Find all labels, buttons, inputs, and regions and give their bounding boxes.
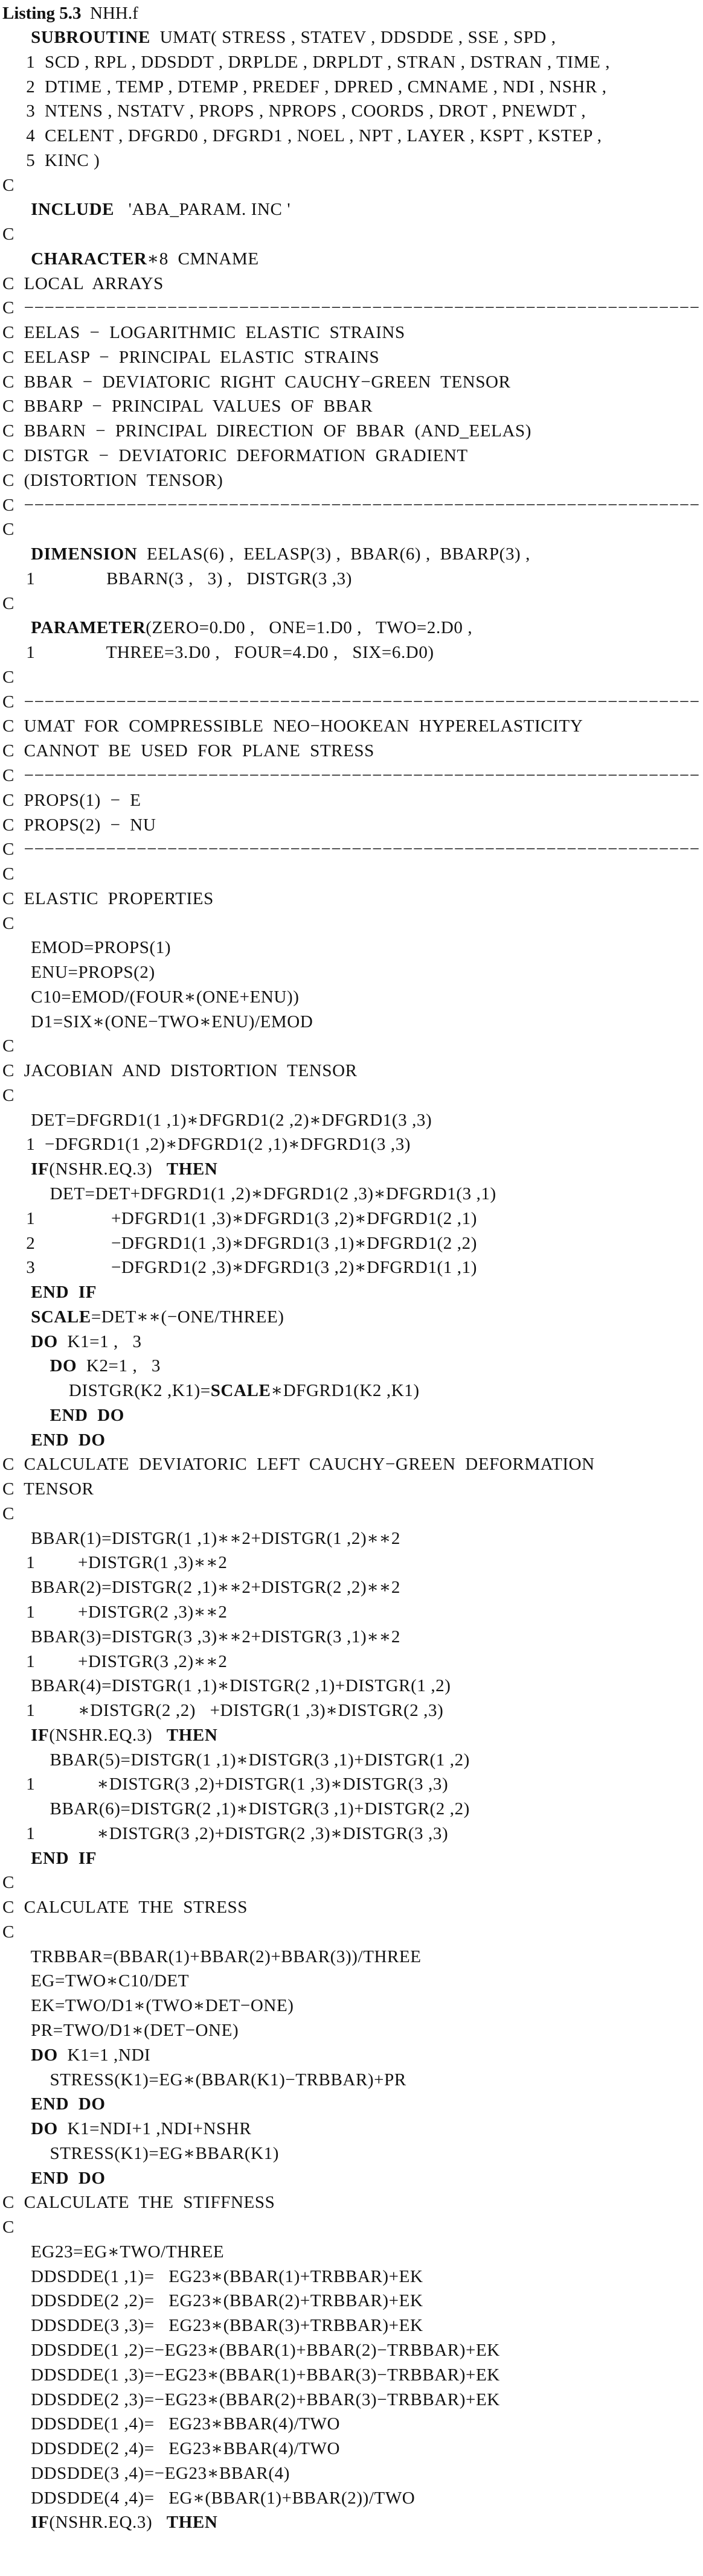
code-line: DISTGR(K2 ,K1)=SCALE∗DFGRD1(K2 ,K1) [2, 1381, 420, 1401]
code-line: C PROPS(1) − E [2, 790, 141, 810]
code-line: 1 THREE=3.D0 , FOUR=4.D0 , SIX=6.D0) [2, 643, 434, 663]
code-line: 3 −DFGRD1(2 ,3)∗DFGRD1(3 ,2)∗DFGRD1(1 ,1) [2, 1258, 477, 1278]
code-line: DET=DFGRD1(1 ,1)∗DFGRD1(2 ,2)∗DFGRD1(3 ,3) [2, 1110, 432, 1130]
code-line: C [2, 225, 14, 244]
code-line: 3 NTENS , NSTATV , PROPS , NPROPS , COORDS , DROT , PNEWDT , [2, 101, 586, 121]
code-line: C BBARN − PRINCIPAL DIRECTION OF BBAR (AND_EELAS) [2, 421, 531, 441]
code-line: C [2, 667, 14, 687]
code-line: C EELASP − PRINCIPAL ELASTIC STRAINS [2, 347, 380, 367]
code-line: DET=DET+DFGRD1(1 ,2)∗DFGRD1(2 ,3)∗DFGRD1(3 ,1) [2, 1184, 496, 1204]
code-line: DDSDDE(1 ,3)=−EG23∗(BBAR(1)+BBAR(3)−TRBBAR)+EK [2, 2365, 500, 2385]
code-line: EK=TWO/D1∗(TWO∗DET−ONE) [2, 1996, 294, 2016]
code-line: DO K1=1 , 3 [31, 1331, 142, 1351]
code-line: C10=EMOD/(FOUR∗(ONE+ENU)) [2, 987, 300, 1007]
code-line: BBAR(3)=DISTGR(3 ,3)∗∗2+DISTGR(3 ,1)∗∗2 [2, 1627, 400, 1647]
code-line: DO K1=NDI+1 ,NDI+NSHR [31, 2119, 252, 2139]
code-line: DIMENSION EELAS(6) , EELASP(3) , BBAR(6) , BBARP(3) , [31, 544, 530, 564]
code-line: END IF [31, 1283, 97, 1302]
code-line: C TENSOR [2, 1479, 94, 1499]
code-line: C −−−−−−−−−−−−−−−−−−−−−−−−−−−−−−−−−−−−−−−−−−−−−−−−−−−−−−−−−−−−−−−−−− [2, 765, 700, 785]
code-line: DO K2=1 , 3 [50, 1356, 161, 1376]
code-line: EMOD=PROPS(1) [2, 938, 172, 958]
code-line: EG23=EG∗TWO/THREE [2, 2242, 225, 2262]
code-line: C [2, 1922, 14, 1942]
code-line: 1 ∗DISTGR(3 ,2)+DISTGR(1 ,3)∗DISTGR(3 ,3) [2, 1774, 449, 1794]
code-line: STRESS(K1)=EG∗BBAR(K1) [2, 2143, 280, 2163]
code-line: C [2, 864, 14, 884]
code-line: DDSDDE(1 ,1)= EG23∗(BBAR(1)+TRBBAR)+EK [2, 2266, 423, 2286]
code-line: C [2, 520, 14, 540]
code-line: DDSDDE(1 ,4)= EG23∗BBAR(4)/TWO [2, 2414, 341, 2434]
code-line: C −−−−−−−−−−−−−−−−−−−−−−−−−−−−−−−−−−−−−−−−−−−−−−−−−−−−−−−−−−−−−−−−−− [2, 840, 700, 859]
code-line: C JACOBIAN AND DISTORTION TENSOR [2, 1061, 358, 1081]
code-line: DDSDDE(3 ,4)=−EG23∗BBAR(4) [2, 2463, 290, 2483]
code-line: C LOCAL ARRAYS [2, 273, 164, 293]
code-line: 2 −DFGRD1(1 ,3)∗DFGRD1(3 ,1)∗DFGRD1(2 ,2) [2, 1233, 477, 1253]
code-line: C [2, 1873, 14, 1893]
code-line: DDSDDE(2 ,3)=−EG23∗(BBAR(2)+BBAR(3)−TRBBAR)+EK [2, 2389, 500, 2409]
listing-filename: NHH.f [90, 4, 138, 23]
code-line: EG=TWO∗C10/DET [2, 1971, 190, 1991]
code-line: END DO [31, 2094, 106, 2114]
code-block [2, 25, 703, 2535]
code-line: C CALCULATE THE STRESS [2, 1898, 248, 1918]
code-line: D1=SIX∗(ONE−TWO∗ENU)/EMOD [2, 1012, 313, 1031]
code-line: C PROPS(2) − NU [2, 815, 156, 835]
code-line: DDSDDE(3 ,3)= EG23∗(BBAR(3)+TRBBAR)+EK [2, 2316, 423, 2336]
code-line: C [2, 1036, 14, 1056]
code-line: 5 KINC ) [2, 150, 100, 170]
code-line: 2 DTIME , TEMP , DTEMP , PREDEF , DPRED , CMNAME , NDI , NSHR , [2, 77, 607, 97]
code-line: 1 SCD , RPL , DDSDDT , DRPLDE , DRPLDT , STRAN , DSTRAN , TIME , [2, 52, 611, 72]
code-line: 1 +DFGRD1(1 ,3)∗DFGRD1(3 ,2)∗DFGRD1(2 ,1) [2, 1208, 477, 1228]
code-line: END DO [31, 1430, 106, 1450]
code-line: 1 ∗DISTGR(3 ,2)+DISTGR(2 ,3)∗DISTGR(3 ,3) [2, 1823, 449, 1843]
code-line: C [2, 593, 14, 613]
listing-label: Listing 5.3 [2, 4, 82, 23]
code-line: END DO [31, 2168, 106, 2188]
code-line: BBAR(4)=DISTGR(1 ,1)∗DISTGR(2 ,1)+DISTGR(1 ,2) [2, 1676, 451, 1696]
code-line: IF(NSHR.EQ.3) THEN [31, 1725, 218, 1745]
code-line: C [2, 913, 14, 933]
code-line: C EELAS − LOGARITHMIC ELASTIC STRAINS [2, 323, 405, 343]
code-line: DO K1=1 ,NDI [31, 2045, 151, 2065]
code-line: BBAR(5)=DISTGR(1 ,1)∗DISTGR(3 ,1)+DISTGR(1 ,2) [2, 1750, 470, 1770]
code-line: CHARACTER∗8 CMNAME [31, 249, 259, 269]
code-line: 4 CELENT , DFGRD0 , DFGRD1 , NOEL , NPT , LAYER , KSPT , KSTEP , [2, 126, 602, 146]
code-line: TRBBAR=(BBAR(1)+BBAR(2)+BBAR(3))/THREE [2, 1946, 422, 1966]
code-line: END DO [50, 1405, 124, 1425]
code-line: C −−−−−−−−−−−−−−−−−−−−−−−−−−−−−−−−−−−−−−−−−−−−−−−−−−−−−−−−−−−−−−−−−− [2, 298, 700, 318]
code-line: 1 −DFGRD1(1 ,2)∗DFGRD1(2 ,1)∗DFGRD1(3 ,3) [2, 1135, 411, 1155]
code-line: C −−−−−−−−−−−−−−−−−−−−−−−−−−−−−−−−−−−−−−−−−−−−−−−−−−−−−−−−−−−−−−−−−− [2, 495, 700, 515]
code-line: 1 +DISTGR(3 ,2)∗∗2 [2, 1651, 228, 1671]
code-line: C −−−−−−−−−−−−−−−−−−−−−−−−−−−−−−−−−−−−−−−−−−−−−−−−−−−−−−−−−−−−−−−−−− [2, 692, 700, 712]
code-line: C BBARP − PRINCIPAL VALUES OF BBAR [2, 397, 373, 416]
code-line: DDSDDE(1 ,2)=−EG23∗(BBAR(1)+BBAR(2)−TRBBAR)+EK [2, 2340, 500, 2360]
code-line: C CALCULATE THE STIFFNESS [2, 2193, 275, 2213]
listing-caption [2, 1, 703, 25]
code-line: C [2, 1085, 14, 1105]
code-line: IF(NSHR.EQ.3) THEN [31, 2513, 218, 2533]
code-line: STRESS(K1)=EG∗(BBAR(K1)−TRBBAR)+PR [2, 2070, 406, 2090]
code-line: DDSDDE(4 ,4)= EG∗(BBAR(1)+BBAR(2))/TWO [2, 2488, 416, 2508]
code-line: SUBROUTINE UMAT( STRESS , STATEV , DDSDDE , SSE , SPD , [31, 28, 556, 47]
code-line: END IF [31, 1848, 97, 1868]
code-line: 1 ∗DISTGR(2 ,2) +DISTGR(1 ,3)∗DISTGR(2 ,3) [2, 1701, 444, 1721]
code-line: DDSDDE(2 ,2)= EG23∗(BBAR(2)+TRBBAR)+EK [2, 2291, 423, 2311]
code-line: PARAMETER(ZERO=0.D0 , ONE=1.D0 , TWO=2.D0 , [31, 618, 473, 638]
code-line: C (DISTORTION TENSOR) [2, 470, 223, 490]
code-line: C [2, 1503, 14, 1523]
code-line: BBAR(1)=DISTGR(1 ,1)∗∗2+DISTGR(1 ,2)∗∗2 [2, 1528, 400, 1548]
code-line: C ELASTIC PROPERTIES [2, 888, 214, 908]
code-line: C CALCULATE DEVIATORIC LEFT CAUCHY−GREEN DEFORMATION [2, 1455, 595, 1475]
code-line: C [2, 2217, 14, 2237]
code-line: C UMAT FOR COMPRESSIBLE NEO−HOOKEAN HYPERELASTICITY [2, 716, 583, 736]
code-line: 1 BBARN(3 , 3) , DISTGR(3 ,3) [2, 569, 352, 588]
code-line: C DISTGR − DEVIATORIC DEFORMATION GRADIENT [2, 446, 468, 466]
code-line: 1 +DISTGR(1 ,3)∗∗2 [2, 1553, 228, 1573]
code-line: BBAR(2)=DISTGR(2 ,1)∗∗2+DISTGR(2 ,2)∗∗2 [2, 1578, 400, 1598]
code-line: C [2, 175, 14, 195]
code-line: SCALE=DET∗∗(−ONE/THREE) [31, 1307, 284, 1327]
code-line: IF(NSHR.EQ.3) THEN [31, 1159, 218, 1179]
code-line: ENU=PROPS(2) [2, 963, 155, 983]
code-line: C CANNOT BE USED FOR PLANE STRESS [2, 741, 374, 761]
code-line: DDSDDE(2 ,4)= EG23∗BBAR(4)/TWO [2, 2439, 341, 2459]
code-line: INCLUDE 'ABA_PARAM. INC ' [31, 200, 291, 220]
code-line: PR=TWO/D1∗(DET−ONE) [2, 2021, 239, 2041]
code-line: 1 +DISTGR(2 ,3)∗∗2 [2, 1602, 228, 1622]
code-line: C BBAR − DEVIATORIC RIGHT CAUCHY−GREEN TENSOR [2, 372, 511, 392]
code-line: BBAR(6)=DISTGR(2 ,1)∗DISTGR(3 ,1)+DISTGR(2 ,2) [2, 1799, 470, 1819]
